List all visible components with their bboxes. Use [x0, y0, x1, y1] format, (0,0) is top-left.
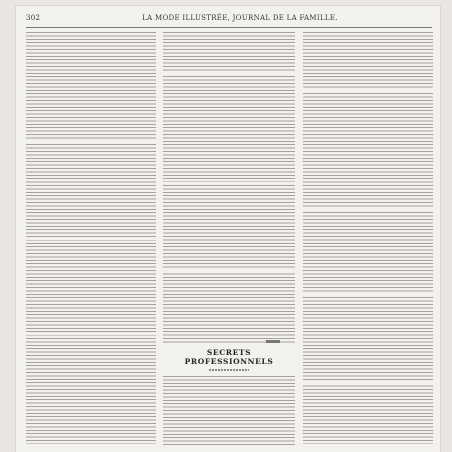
section-subtitle-line: [209, 369, 249, 371]
section-title: SECRETS PROFESSIONNELS: [184, 348, 274, 366]
text-column-middle-lower: [163, 376, 295, 446]
magazine-page: [16, 6, 440, 452]
page-number: 302: [26, 14, 41, 22]
section-heading: [163, 348, 295, 371]
text-column-middle: [163, 32, 295, 344]
page-header: [26, 14, 432, 26]
text-column-right: [303, 32, 433, 444]
running-title: LA MODE ILLUSTRÉE, JOURNAL DE LA FAMILLE.: [142, 14, 338, 22]
text-column-left: [26, 32, 156, 444]
article-signature-mark: [266, 340, 280, 343]
header-rule: [26, 27, 432, 28]
